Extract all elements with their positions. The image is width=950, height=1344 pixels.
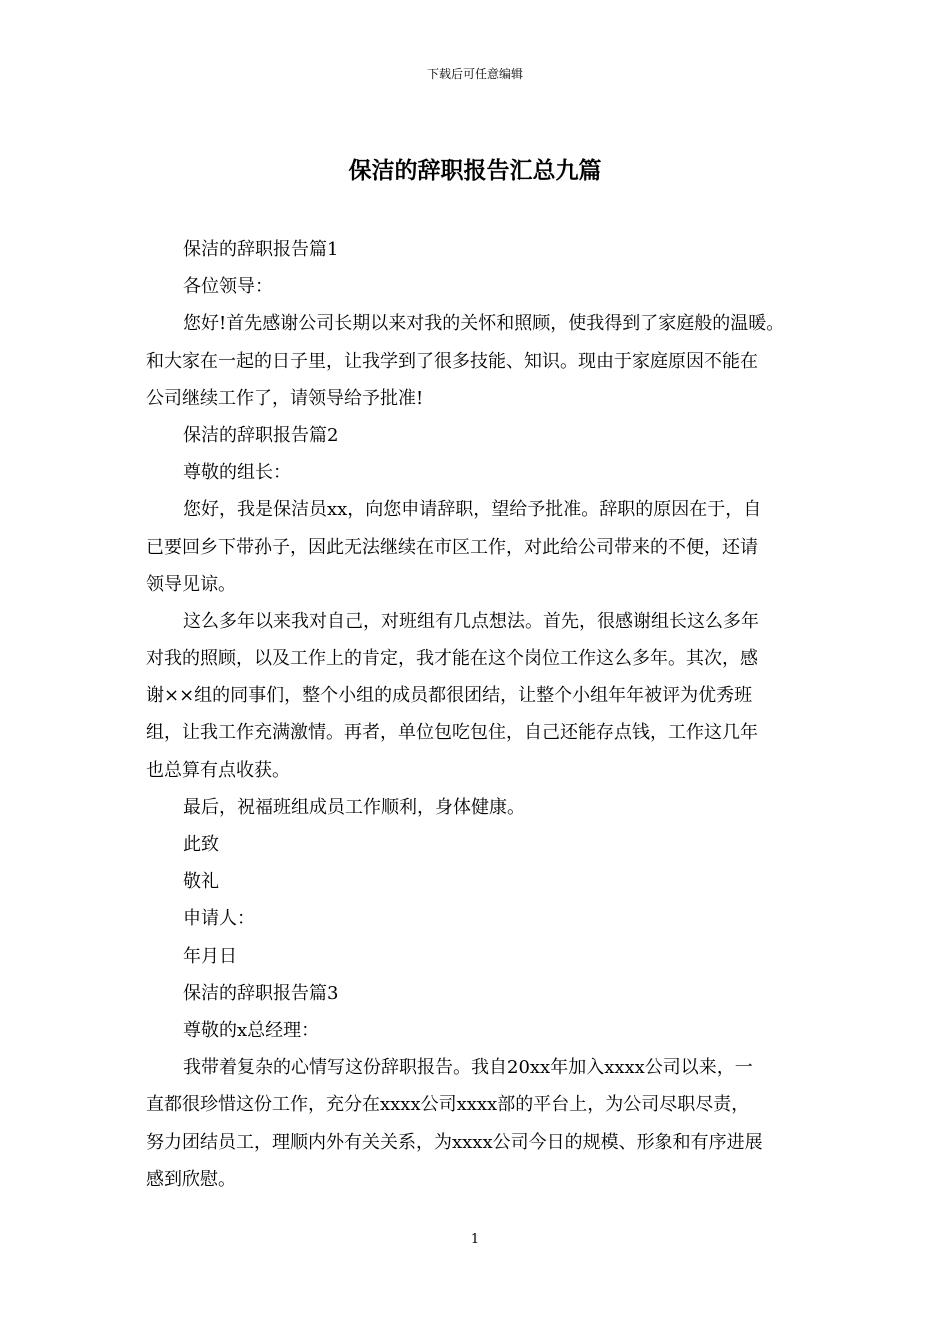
text-line: 申请人：: [183, 908, 255, 930]
document-body: [146, 231, 818, 1198]
text-line: 此致: [183, 834, 219, 855]
text-line: 感到欣慰。: [146, 1168, 236, 1190]
text-line: 直都很珍惜这份工作，充分在xxxx公司xxxx部的平台上，为公司尽职尽责，: [146, 1094, 750, 1116]
text-line: 对我的照顾，以及工作上的肯定，我才能在这个岗位工作这么多年。其次，感: [146, 648, 758, 670]
text-line: 尊敬的x总经理：: [183, 1019, 320, 1041]
text-line: 努力团结员工，理顺内外有关关系，为xxxx公司今日的规模、形象和有序进展: [146, 1131, 763, 1153]
text-line: 也总算有点收获。: [146, 759, 290, 781]
text-line: 公司继续工作了，请领导给予批准!: [146, 387, 424, 409]
page-number: 1: [470, 1232, 480, 1247]
text-line: 保洁的辞职报告篇1: [183, 239, 339, 260]
text-line: 保洁的辞职报告篇2: [183, 424, 339, 446]
text-line: 您好!首先感谢公司长期以来对我的关怀和照顾，使我得到了家庭般的温暖。: [183, 313, 785, 335]
text-line: 我带着复杂的心情写这份辞职报告。我自20xx年加入xxxx公司以来，一: [183, 1057, 753, 1079]
page-header: 下载后可任意编辑: [426, 67, 523, 81]
document-title: 保洁的辞职报告汇总九篇: [348, 158, 602, 184]
text-line: 尊敬的组长：: [183, 462, 291, 484]
text-line: 已要回乡下带孙子，因此无法继续在市区工作，对此给公司带来的不便，还请: [146, 536, 758, 558]
text-line: 保洁的辞职报告篇3: [183, 982, 339, 1004]
text-line: 谢××组的同事们，整个小组的成员都很团结，让整个小组年年被评为优秀班: [146, 685, 753, 707]
text-line: 年月日: [183, 945, 237, 967]
text-line: 组，让我工作充满激情。再者，单位包吃包住，自己还能存点钱，工作这几年: [146, 722, 758, 744]
text-line: 这么多年以来我对自己，对班组有几点想法。首先，很感谢组长这么多年: [183, 610, 759, 632]
text-line: 和大家在一起的日子里，让我学到了很多技能、知识。现由于家庭原因不能在: [146, 350, 758, 372]
text-line: 您好，我是保洁员xx，向您申请辞职，望给予批准。辞职的原因在于，自: [183, 499, 762, 521]
text-line: 领导见谅。: [146, 573, 236, 595]
text-line: 敬礼: [183, 871, 219, 893]
text-line: 最后，祝福班组成员工作顺利，身体健康。: [183, 796, 525, 818]
text-line: 各位领导：: [183, 276, 273, 298]
